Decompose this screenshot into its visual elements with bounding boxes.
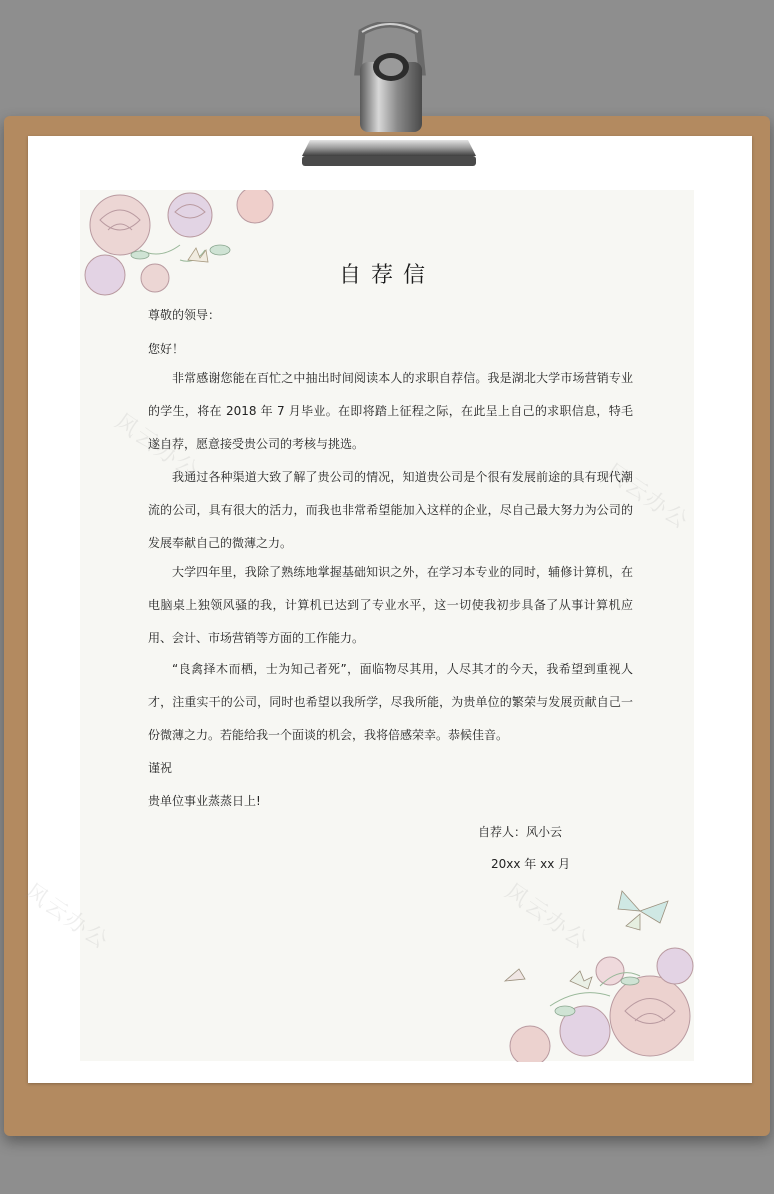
paragraph-2: 我通过各种渠道大致了解了贵公司的情况，知道贵公司是个很有发展前途的具有现代潮流的公司，具有很大的活力，而我也非常希望能加入这样的企业，尽自己最大努力为公司的发展奉献自己的微薄之力。 [148,470,633,550]
floral-corner-bottom-right [490,886,694,1062]
greeting: 您好！ [148,342,185,356]
watermark: 风云办公 [110,409,204,485]
watermark: 风云办公 [500,879,594,955]
letter-title: 自荐信 [338,263,435,288]
paragraph-1: 非常感谢您能在百忙之中抽出时间阅读本人的求职自荐信。我是湖北大学市场营销专业的学生，将在 2018 年 7 月毕业。在即将踏上征程之际，在此呈上自己的求职信息，特毛遂自荐，愿意接受贵公司的考核与挑选。 [148,371,633,451]
closing: 谨祝 [148,761,173,775]
signature: 自荐人：风小云 [478,825,563,839]
paragraph-4: “良禽择木而栖，士为知己者死”，面临物尽其用，人尽其才的今天，我希望到重视人才，注重实干的公司，同时也希望以我所学，尽我所能，为贵单位的繁荣与发展贡献自己一份微薄之力。若能给我一个面谈的机会，我将倍感荣幸。恭候佳音。 [148,662,633,742]
letter-date: 20xx 年 xx 月 [491,857,571,871]
watermark: 风云办公 [600,459,694,535]
closing-wish: 贵单位事业蒸蒸日上! [148,794,261,808]
paragraph-3: 大学四年里，我除了熟练地掌握基础知识之外，在学习本专业的同时，辅修计算机，在电脑桌上独领风骚的我，计算机已达到了专业水平，这一切使我初步具备了从事计算机应用、会计、市场营销等方面的工作能力。 [148,565,633,645]
binder-clip [300,22,478,174]
watermark: 风云办公 [20,879,114,955]
salutation: 尊敬的领导： [148,308,221,322]
